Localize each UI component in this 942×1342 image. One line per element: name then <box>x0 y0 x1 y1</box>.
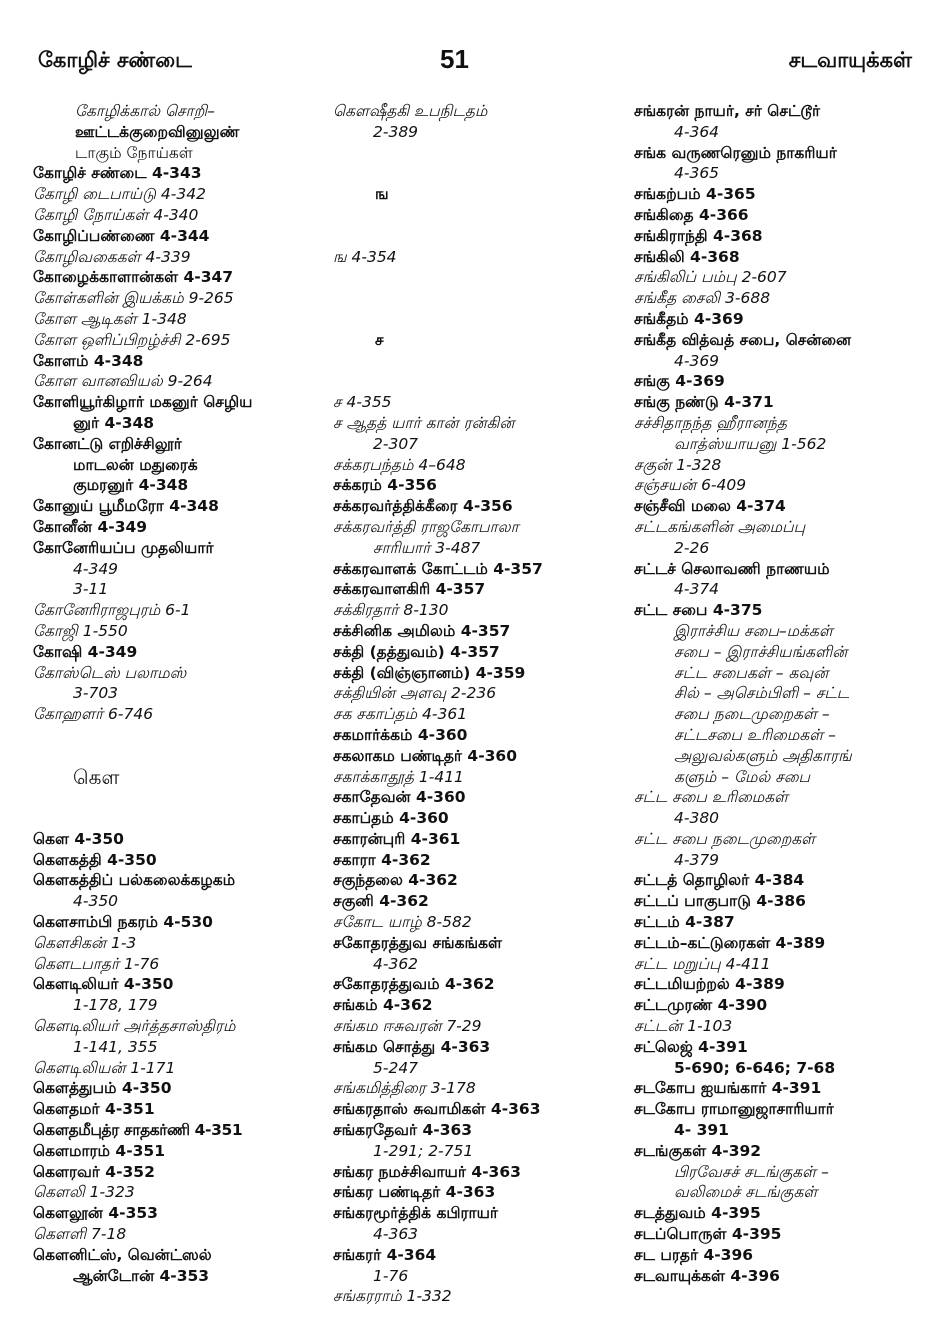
index-entry: சகாக்காதூத் 1-411 <box>333 767 464 786</box>
blank-line <box>33 725 323 746</box>
index-entry: கோழிக்கால் சொறி– <box>75 102 215 120</box>
index-entry: 3-703 <box>73 684 119 703</box>
blank-line <box>333 309 625 330</box>
index-entry: சங்கரதேவர் 4-363 <box>333 1121 473 1140</box>
index-entry: கௌமாரம் 4-351 <box>33 1141 165 1160</box>
index-entry: சங்கு நண்டு 4-371 <box>634 393 774 412</box>
blank-line <box>333 226 625 247</box>
index-entry: சகோட யாழ் 8-582 <box>333 913 472 932</box>
index-entry: கௌடிலியர் அர்த்தசாஸ்திரம் <box>33 1017 236 1036</box>
index-entry: சக்கரபந்தம் 4–648 <box>333 455 466 474</box>
page-header <box>0 44 942 88</box>
index-entry: கோழிப்பண்ணை 4-344 <box>33 226 210 245</box>
index-entry: கோனீன் 4-349 <box>33 517 148 536</box>
index-entry: கோஜி 1-550 <box>33 621 128 640</box>
index-entry: கௌ 4-350 <box>33 829 124 848</box>
index-entry: 4-363 <box>373 1225 419 1244</box>
index-entry: 4-349 <box>73 559 119 578</box>
index-entry: கௌடிலியன் 1-171 <box>33 1058 176 1077</box>
index-entry: சங்கர பண்டிதர் 4-363 <box>333 1183 496 1202</box>
index-entry: சக்கரம் 4-356 <box>333 476 437 495</box>
index-entry: கோழி நோய்கள் 4-340 <box>33 205 199 224</box>
index-entry: சகாதேவன் 4-360 <box>333 788 466 807</box>
index-entry: சாரியார் 3-487 <box>373 538 481 557</box>
index-entry: சடகோப ஐயங்கார் 4-391 <box>634 1079 822 1098</box>
index-entry: சட்டப் பாகுபாடு 4-386 <box>634 892 806 911</box>
index-entry: கோள ஒளிப்பிறழ்ச்சி 2-695 <box>33 330 231 349</box>
index-entry: சகாரா 4-362 <box>333 850 431 869</box>
blank-line <box>333 143 625 164</box>
index-entry: 1-178, 179 <box>73 996 158 1015</box>
index-entry: கோளியூர்கிழார் மகனுர் செழிய <box>33 393 253 412</box>
index-entry: சங்கரர் 4-364 <box>333 1245 437 1264</box>
index-entry: கோனுய் பூமீமரோ 4-348 <box>33 497 219 516</box>
blank-line <box>333 163 625 184</box>
index-entry: சங்கிதை 4-366 <box>634 205 749 224</box>
index-entry: சக்தி (விஞ்ஞானம்) 4-359 <box>333 663 526 682</box>
index-entry: கோழைக்காளான்கள் 4-347 <box>33 268 234 287</box>
index-entry: சட்டம்–கட்டுரைகள் 4-389 <box>634 933 826 952</box>
index-entry: ச <box>375 330 384 349</box>
index-column-3 <box>634 101 934 1286</box>
index-entry: சங்கிராந்தி 4-368 <box>634 226 763 245</box>
index-entry: சட பரதர் 4-396 <box>634 1245 754 1264</box>
index-entry: கௌரவர் 4-352 <box>33 1162 155 1181</box>
index-entry: சங்கரமூர்த்திக் கபிராயர் <box>333 1204 498 1223</box>
index-entry: சட்டமியற்றல் 4-389 <box>634 975 785 994</box>
index-entry: சக சகாப்தம் 4-361 <box>333 705 468 724</box>
index-entry: கோஷி 4-349 <box>33 642 138 661</box>
index-entry: களும் – மேல் சபை <box>674 767 811 786</box>
index-entry: சங்கம சொத்து 4-363 <box>333 1037 491 1056</box>
index-entry: சங்கமித்திரை 3-178 <box>333 1079 476 1098</box>
index-entry: கௌசாம்பி நகரம் 4-530 <box>33 913 213 932</box>
index-entry: கௌதமர் 4-351 <box>33 1100 155 1119</box>
index-entry: கோஹளர் 6-746 <box>33 705 154 724</box>
index-entry: சகாரன்புரி 4-361 <box>333 829 461 848</box>
index-entry: சங்கிலிப் பம்பு 2-607 <box>634 268 787 287</box>
index-entry: 3-11 <box>73 580 109 599</box>
blank-line <box>333 267 625 288</box>
index-entry: சட்டத் தொழிலர் 4-384 <box>634 871 805 890</box>
index-entry: சடத்துவம் 4-395 <box>634 1204 761 1223</box>
index-entry: கோழிவகைகள் 4-339 <box>33 247 191 266</box>
page-number: 51 <box>440 44 469 74</box>
index-entry: சங்கர நமச்சிவாயர் 4-363 <box>333 1162 521 1181</box>
index-entry: சங்கம் 4-362 <box>333 996 433 1015</box>
index-entry: சட்டகங்களின் அமைப்பு <box>634 517 806 536</box>
index-entry: சங்கரதாஸ் சுவாமிகள் 4-363 <box>333 1100 541 1119</box>
index-entry: கோனேரிராஜபுரம் 6-1 <box>33 601 191 620</box>
index-entry: ஆன்டோன் 4-353 <box>73 1266 210 1285</box>
blank-line <box>333 205 625 226</box>
index-entry: 5-247 <box>373 1058 419 1077</box>
index-entry: 4-379 <box>674 850 720 869</box>
index-entry: ங 4-354 <box>333 247 397 266</box>
index-entry: கோனேரியப்ப முதலியார் <box>33 538 214 557</box>
index-entry: சட்ட சபை 4-375 <box>634 601 763 620</box>
index-entry: கௌசிகன் 1-3 <box>33 933 137 952</box>
index-entry: னுர் 4-348 <box>73 413 155 432</box>
index-entry: சங்கரராம் 1-332 <box>333 1287 452 1306</box>
index-entry: சக்சினிக அமிலம் 4-357 <box>333 621 511 640</box>
index-entry: வலிமைச் சடங்குகள் <box>674 1183 818 1202</box>
index-entry: கோஸ்டெஸ் பலாமஸ் <box>33 663 187 682</box>
index-entry: கௌத்துபம் 4-350 <box>33 1079 172 1098</box>
blank-line <box>33 808 323 829</box>
running-head-right: சடவாயுக்கள் <box>788 48 912 72</box>
blank-line <box>333 371 625 392</box>
blank-line <box>333 288 625 309</box>
index-entry: சங்கீத வித்வத் சபை, சென்னை <box>634 330 852 349</box>
index-entry: கௌலூன் 4-353 <box>33 1204 158 1223</box>
index-entry: கௌலி 1-323 <box>33 1183 135 1202</box>
index-entry: கௌகத்திப் பல்கலைக்கழகம் <box>33 871 236 890</box>
index-entry: 2-307 <box>373 434 419 453</box>
index-entry: 4-365 <box>674 164 720 183</box>
index-entry: சஞ்சயன் 6-409 <box>634 476 747 495</box>
index-entry: கோள வானவியல் 9-264 <box>33 372 213 391</box>
index-entry: சங்கீத சைலி 3-688 <box>634 289 771 308</box>
index-entry: பிரவேசச் சடங்குகள் – <box>674 1162 829 1181</box>
index-entry: சக்கிரதார் 8-130 <box>333 601 449 620</box>
index-entry: கௌகத்தி 4-350 <box>33 850 157 869</box>
index-entry: சகுனி 4-362 <box>333 892 429 911</box>
index-entry: சக்கரவாளகிரி 4-357 <box>333 580 486 599</box>
index-entry: சங்கிலி 4-368 <box>634 247 740 266</box>
index-entry: சட்ட சபை உரிமைகள் <box>634 788 789 807</box>
index-entry: கோள ஆடிகள் 1-348 <box>33 309 187 328</box>
index-entry: சடவாயுக்கள் 4-396 <box>634 1266 780 1285</box>
index-entry: சங்க வருணரெனும் நாகரியர் <box>634 143 837 162</box>
index-entry: சக்தி (தத்துவம்) 4-357 <box>333 642 500 661</box>
index-entry: கௌனிட்ஸ், வென்ட்ஸல் <box>33 1245 212 1264</box>
index-entry: சங்கு 4-369 <box>634 372 725 391</box>
index-entry: சட்டசபை உரிமைகள் – <box>674 725 836 744</box>
index-entry: இராச்சிய சபை–மக்கள் <box>674 621 833 640</box>
index-entry: 4- 391 <box>674 1121 729 1140</box>
index-entry: சக்கரவர்த்தி ராஜகோபாலா <box>333 517 519 536</box>
index-entry: கோழி டைபாய்டு 4-342 <box>33 185 206 204</box>
index-entry: சட்டம் 4-387 <box>634 913 735 932</box>
index-entry: அலுவல்களும் அதிகாரங் <box>674 746 852 765</box>
index-entry: ங <box>375 185 389 204</box>
index-entry: 4-369 <box>674 351 720 370</box>
index-entry: சட்டச் செலாவணி நாணயம் <box>634 559 830 578</box>
index-entry: கௌ <box>73 764 120 789</box>
index-entry: சடங்குகள் 4-392 <box>634 1141 762 1160</box>
index-entry: ச ஆதத் யார் கான் ரன்கின் <box>333 413 515 432</box>
index-entry: சஞ்சீவி மலை 4-374 <box>634 497 786 516</box>
index-entry: 4-362 <box>373 954 419 973</box>
index-entry: கௌஷீதகி உபநிடதம் <box>333 102 488 120</box>
index-entry: சகாப்தம் 4-360 <box>333 809 449 828</box>
index-entry: சங்கற்பம் 4-365 <box>634 185 756 204</box>
index-entry: சங்கீதம் 4-369 <box>634 309 744 328</box>
index-entry: கௌடபாதர் 1-76 <box>33 954 160 973</box>
index-entry: 4-364 <box>674 122 720 141</box>
index-entry: சடகோப ராமானுஜாசாரியார் <box>634 1100 834 1119</box>
index-entry: சக்தியின் அளவு 2-236 <box>333 684 497 703</box>
index-entry: சகுந்தலை 4-362 <box>333 871 458 890</box>
index-entry: சட்ட சபைகள் – கவுன் <box>674 663 829 682</box>
index-entry: சகலாகம பண்டிதர் 4-360 <box>333 746 518 765</box>
index-entry: கோனட்டு எறிச்சிலூர் <box>33 434 182 453</box>
index-entry: டாகும் நோய்கள் <box>75 143 193 162</box>
index-entry: கௌதமீபுத்ர சாதகர்ணி 4-351 <box>33 1121 243 1140</box>
index-entry: சட்ட சபை நடைமுறைகள் <box>634 829 816 848</box>
index-entry: 1-291; 2-751 <box>373 1141 474 1160</box>
index-entry: கோளம் 4-348 <box>33 351 144 370</box>
index-entry: சபை நடைமுறைகள் – <box>674 705 830 724</box>
index-entry: ஊட்டக்குறைவினுலுண் <box>75 122 240 141</box>
index-entry: சகோதரத்துவ சங்கங்கள் <box>333 933 503 952</box>
index-entry: 2-389 <box>373 122 419 141</box>
index-entry: 1-76 <box>373 1266 409 1285</box>
running-head-left: கோழிச் சண்டை <box>38 48 192 72</box>
blank-line <box>333 351 625 372</box>
index-entry: வாத்ஸ்யாயனு 1-562 <box>674 434 827 453</box>
index-entry: சட்ட மறுப்பு 4-411 <box>634 954 771 973</box>
index-entry: சட்டமுரண் 4-390 <box>634 996 768 1015</box>
index-entry: சபை – இராச்சியங்களின் <box>674 642 848 661</box>
index-entry: சங்கரன் நாயர், சர் செட்டூர் <box>634 102 821 120</box>
index-entry: கோள்களின் இயக்கம் 9-265 <box>33 289 234 308</box>
index-entry: 5-690; 6-646; 7-68 <box>674 1058 836 1077</box>
blank-line <box>33 787 323 808</box>
index-entry: 4-374 <box>674 580 720 599</box>
index-entry: 4-350 <box>73 892 119 911</box>
index-entry: சகுன் 1-328 <box>634 455 722 474</box>
index-entry: சடப்பொருள் 4-395 <box>634 1225 782 1244</box>
index-entry: ச 4-355 <box>333 393 392 412</box>
index-entry: 4-380 <box>674 809 720 828</box>
index-entry: சில் – அசெம்பிளி – சட்ட <box>674 684 850 703</box>
blank-line <box>33 746 323 767</box>
index-entry: சக்கரவர்த்திக்கீரை 4-356 <box>333 497 513 516</box>
index-entry: 1-141, 355 <box>73 1037 158 1056</box>
index-entry: சட்டன் 1-103 <box>634 1017 733 1036</box>
index-entry: குமரனுர் 4-348 <box>73 476 189 495</box>
index-entry: கௌளி 7-18 <box>33 1225 127 1244</box>
index-entry: சங்கம ஈசுவரன் 7-29 <box>333 1017 482 1036</box>
index-entry: சக்கரவாளக் கோட்டம் 4-357 <box>333 559 543 578</box>
index-entry: மாடலன் மதுரைக் <box>73 455 198 474</box>
index-entry: சகமார்க்கம் 4-360 <box>333 725 468 744</box>
index-entry: சச்சிதாநந்த ஹீரானந்த <box>634 413 787 432</box>
index-entry: கோழிச் சண்டை 4-343 <box>33 164 202 183</box>
index-entry: சகோதரத்துவம் 4-362 <box>333 975 495 994</box>
index-entry: 2-26 <box>674 538 710 557</box>
index-entry: சட்லெஜ் 4-391 <box>634 1037 748 1056</box>
index-entry: கௌடிலியர் 4-350 <box>33 975 174 994</box>
index-column-2 <box>333 101 625 1307</box>
index-column-1 <box>33 101 323 1286</box>
